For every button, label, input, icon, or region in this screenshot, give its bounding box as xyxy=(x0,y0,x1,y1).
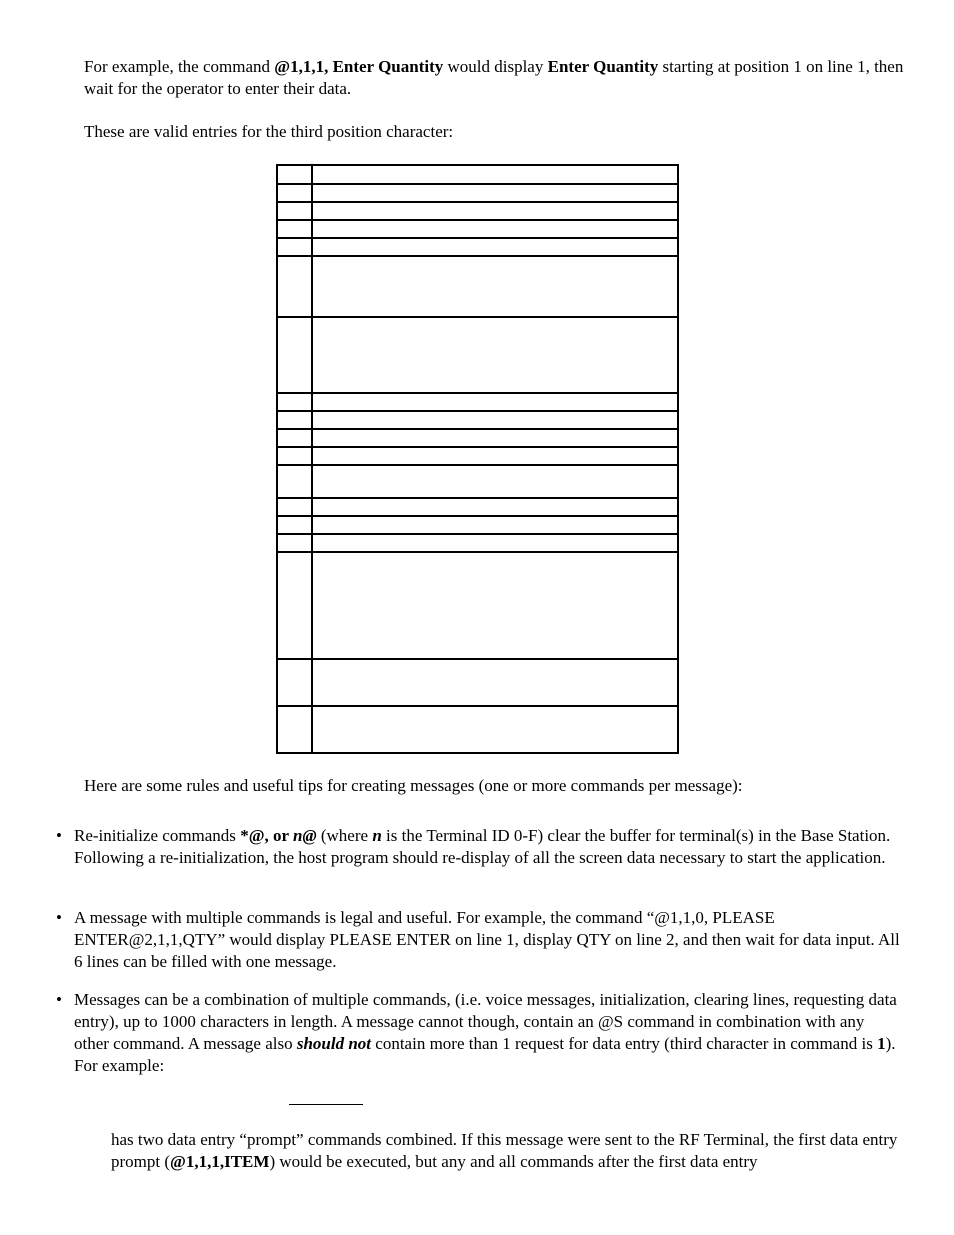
closing-text: has two data entry “prompt” commands combined. If this message were sent to the RF Terminal, the first data entry prompt ( xyxy=(111,1130,898,1171)
table-row xyxy=(277,411,678,429)
intro-command-example: @1,1,1, Enter Quantity xyxy=(274,57,444,76)
table-cell-description xyxy=(312,393,678,411)
table-cell-description xyxy=(312,534,678,552)
bullet: • xyxy=(56,990,62,1009)
table-cell-description xyxy=(312,202,678,220)
table-row xyxy=(277,498,678,516)
table-cell-code xyxy=(277,220,312,238)
table-cell-description xyxy=(312,411,678,429)
table-cell-code xyxy=(277,238,312,256)
intro-text: starting at position 1 on line 1, then wait for the operator to enter their data. xyxy=(84,57,904,98)
table-cell-code xyxy=(277,429,312,447)
table-row xyxy=(277,202,678,220)
intro-display-example: Enter Quantity xyxy=(547,57,659,76)
table-cell-description xyxy=(312,552,678,659)
table-cell-description xyxy=(312,447,678,465)
table-cell-description xyxy=(312,238,678,256)
bullet: • xyxy=(56,826,62,845)
table-cell-code xyxy=(277,411,312,429)
table-cell-description xyxy=(312,659,678,706)
table-cell-code xyxy=(277,465,312,498)
table-row xyxy=(277,429,678,447)
tip-text: A message with multiple commands is legal and useful. For example, the command “@1,1,0, PLEASE ENTER@2,1,1,QTY” would display PLEASE ENTER on line 1, display QTY on line 2, and then wait for data input. All 6 lines can be filled with one message. xyxy=(74,908,900,971)
intro-paragraph xyxy=(84,56,904,100)
table-cell-description xyxy=(312,256,678,317)
table-cell-description xyxy=(312,498,678,516)
table-cell-code xyxy=(277,447,312,465)
closing-text: ) would be executed, but any and all commands after the first data entry xyxy=(269,1152,758,1171)
table-cell-code xyxy=(277,552,312,659)
table-cell-code xyxy=(277,317,312,393)
table-cell-code xyxy=(277,184,312,202)
rules-intro: Here are some rules and useful tips for creating messages (one or more commands per message): xyxy=(84,776,743,795)
tip-value: 1 xyxy=(877,1034,886,1053)
tip-emphasis: should not xyxy=(296,1034,372,1053)
table-cell-code xyxy=(277,256,312,317)
table-cell-description xyxy=(312,184,678,202)
table-cell-description xyxy=(312,706,678,753)
table-row xyxy=(277,516,678,534)
tip-message-combination xyxy=(56,989,901,1077)
table-cell-description xyxy=(312,220,678,238)
closing-command: @1,1,1,ITEM xyxy=(170,1152,270,1171)
table-cell-description xyxy=(312,516,678,534)
table-cell-description xyxy=(312,317,678,393)
tip-text-part: Re-initialize commands xyxy=(74,826,241,845)
table-row xyxy=(277,534,678,552)
table-row xyxy=(277,256,678,317)
table-row xyxy=(277,317,678,393)
table-cell-code xyxy=(277,202,312,220)
intro-text: would display xyxy=(443,57,548,76)
tip-command: n@ xyxy=(293,826,317,845)
table-row xyxy=(277,184,678,202)
tip-text xyxy=(74,989,901,1077)
tip-text xyxy=(74,825,901,869)
closing-paragraph xyxy=(111,1129,901,1173)
tip-text-part: ). For example: xyxy=(74,1034,896,1075)
table-cell-code xyxy=(277,659,312,706)
table-cell-code xyxy=(277,498,312,516)
table-row xyxy=(277,393,678,411)
table-cell-code xyxy=(277,706,312,753)
table-cell-description xyxy=(312,165,678,184)
table-row xyxy=(277,238,678,256)
table-cell-code xyxy=(277,516,312,534)
table-cell-code xyxy=(277,393,312,411)
tip-text-part: contain more than 1 request for data entry (third character in command is xyxy=(371,1034,878,1053)
valid-entries-table xyxy=(276,164,679,754)
tip-text-part: is the Terminal ID 0-F) clear the buffer for terminal(s) in the Base Station. Following a re-initialization, the host program should re-display of all the screen data necessary to start the application. xyxy=(74,826,891,867)
example-underline xyxy=(289,1104,363,1105)
table-row xyxy=(277,659,678,706)
valid-entries-table-body xyxy=(277,165,678,753)
table-cell-description xyxy=(312,465,678,498)
table-row xyxy=(277,447,678,465)
tip-text-part: (where xyxy=(316,826,373,845)
intro-text: For example, the command xyxy=(84,57,275,76)
tip-reinitialize xyxy=(56,825,901,869)
tip-text-part: Messages can be a combination of multiple commands, (i.e. voice messages, initialization, clearing lines, requesting data entry), up to 1000 characters in length. A message cannot though, contain an @S command in combination with any other command. A message also xyxy=(74,990,897,1053)
tip-multiple-commands xyxy=(56,907,901,973)
table-cell-code xyxy=(277,165,312,184)
tip-variable: n xyxy=(372,826,382,845)
bullet: • xyxy=(56,908,62,927)
table-row xyxy=(277,220,678,238)
table-row xyxy=(277,552,678,659)
table-row xyxy=(277,706,678,753)
table-row xyxy=(277,165,678,184)
table-row xyxy=(277,465,678,498)
table-cell-description xyxy=(312,429,678,447)
tip-command: *@, or xyxy=(240,826,293,845)
valid-entries-heading: These are valid entries for the third position character: xyxy=(84,122,454,141)
table-cell-code xyxy=(277,534,312,552)
